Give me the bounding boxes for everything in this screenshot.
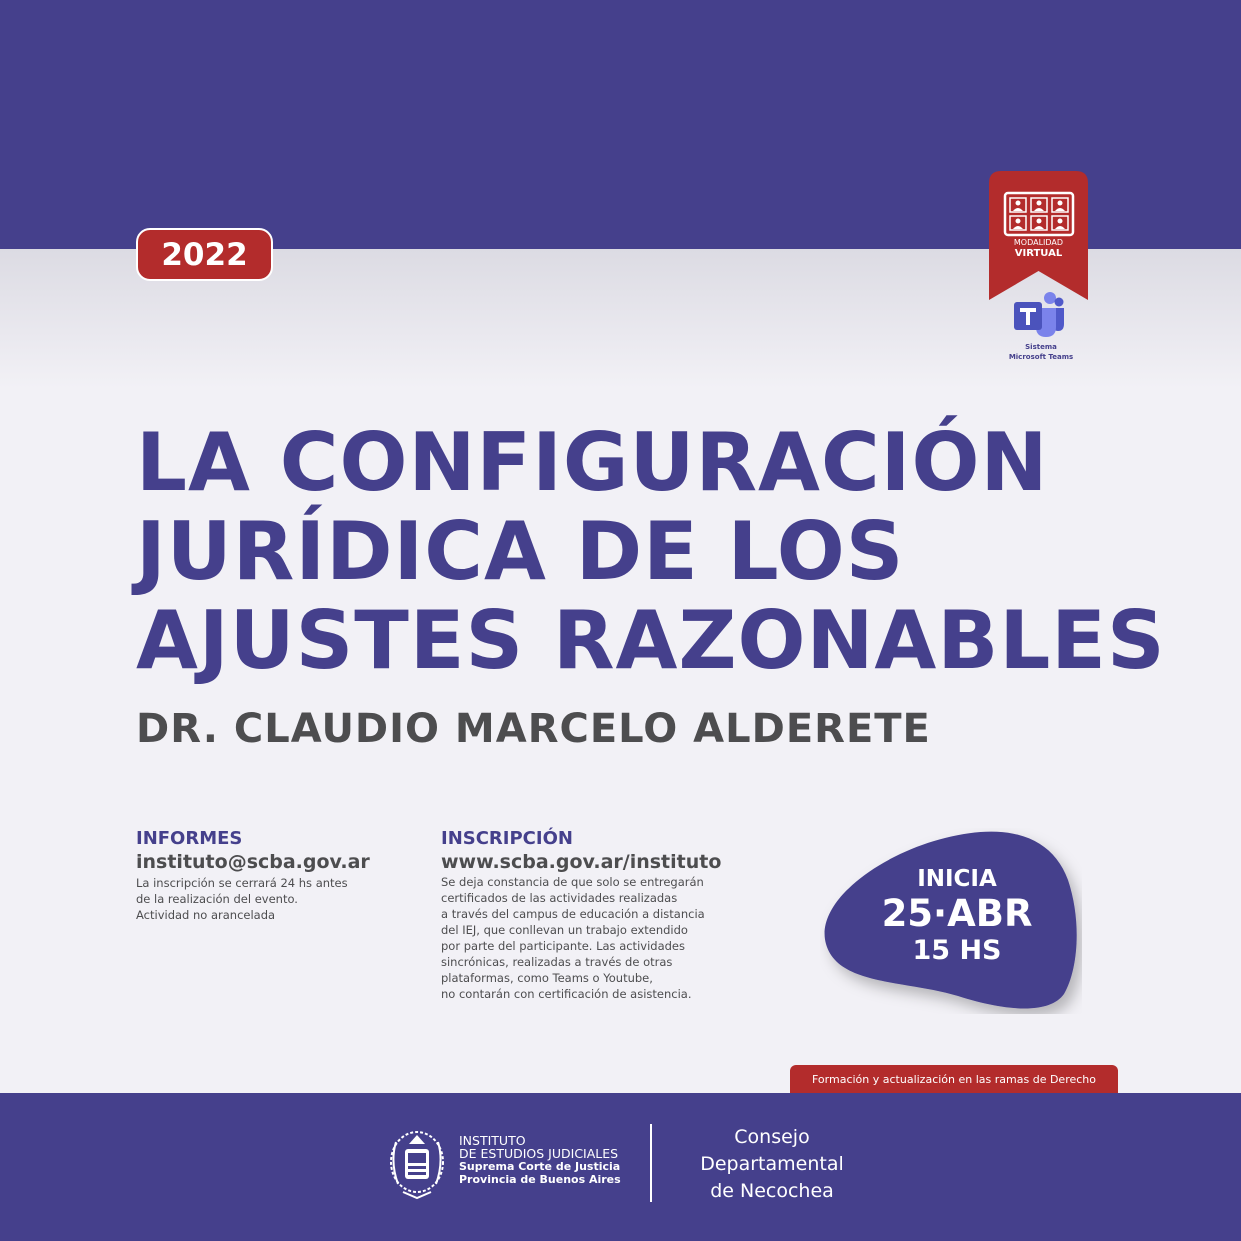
informes-text: La inscripción se cerrará 24 hs antes de la realización del evento. Actividad no arancelada [136,876,348,922]
start-date: 25·ABR [881,892,1033,935]
council-name [684,1124,860,1205]
event-title [136,418,1166,685]
inscripcion-url-link[interactable]: www.scba.gov.ar/instituto [441,851,722,873]
modality-ribbon [989,171,1088,300]
modality-label [989,237,1088,259]
platform-caption [1004,342,1078,362]
tagline-tab: Formación y actualización en las ramas de Derecho [790,1065,1118,1093]
start-time: 15 HS [912,935,1002,966]
inscripcion-heading: INSCRIPCIÓN [441,828,573,849]
title-line2: JURÍDICA DE LOS [136,505,905,598]
institute-line1: INSTITUTO [459,1133,526,1148]
institute-name [459,1134,621,1186]
institute-line3: Suprema Corte de Justicia [459,1160,621,1173]
title-line3: AJUSTES RAZONABLES [136,594,1166,687]
speaker-name: DR. CLAUDIO MARCELO ALDERETE [136,706,931,752]
informes-heading: INFORMES [136,828,243,849]
microsoft-teams-icon [1012,291,1064,337]
council-line1: Consejo [734,1126,810,1148]
title-line1: LA CONFIGURACIÓN [136,416,1049,509]
year-badge: 2022 [136,228,273,281]
institute-line2: DE ESTUDIOS JUDICIALES [459,1146,619,1161]
inscripcion-text: Se deja constancia de que solo se entregarán certificados de las actividades realizadas a través del campus de educación a distancia del IEJ, que conllevan un trabajo extendido por parte del participante. Las actividades sincrónicas, realizadas a través de otras plataformas, como Teams o Youtube, no contarán con certificación de asistencia. [441,875,705,1001]
council-line2: Departamental [700,1153,844,1175]
modality-line1: MODALIDAD [1013,238,1064,247]
footer-divider [650,1124,652,1202]
council-line3: de Necochea [710,1180,834,1202]
institute-line4: Provincia de Buenos Aires [459,1173,621,1186]
modality-line2: VIRTUAL [1014,248,1063,259]
informes-email-link[interactable]: instituto@scba.gov.ar [136,851,370,873]
start-label: INICIA [917,866,997,892]
platform-line2: Microsoft Teams [1008,353,1074,361]
platform-line1: Sistema [1025,343,1057,351]
seal-icon [386,1122,448,1202]
start-info [864,864,1050,968]
